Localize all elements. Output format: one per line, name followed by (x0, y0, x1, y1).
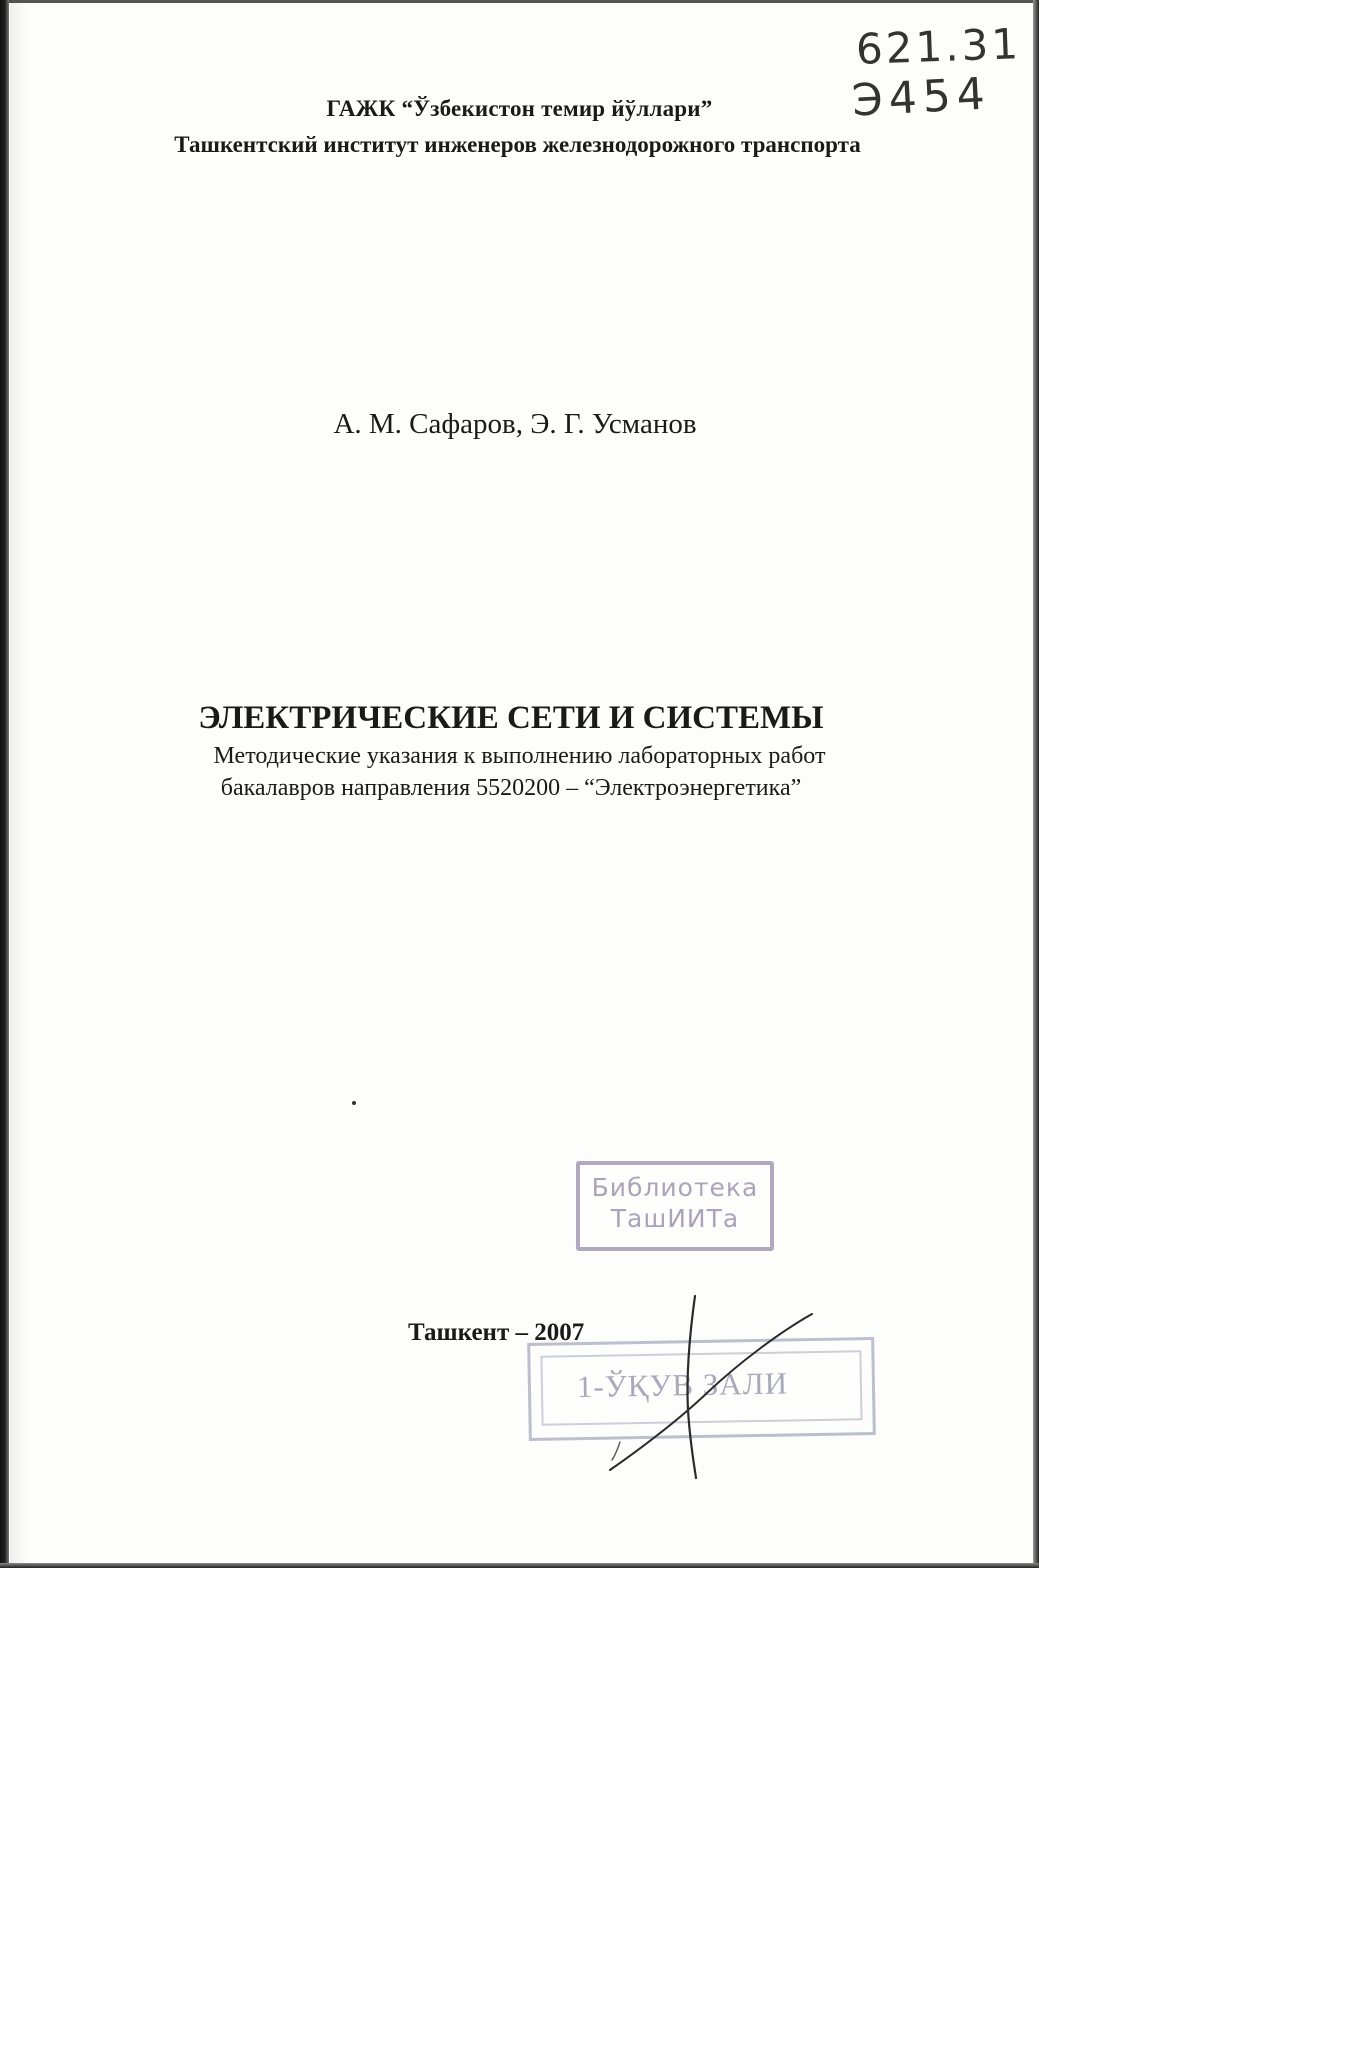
document-title: ЭЛЕКТРИЧЕСКИЕ СЕТИ И СИСТЕМЫ (198, 700, 824, 736)
subtitle-line-1: Методические указания к выполнению лабораторных работ (213, 743, 826, 769)
scan-edge-bottom (0, 1563, 1039, 1568)
organization-name: ГАЖК “Ўзбекистон темир йўллари” (326, 96, 713, 121)
call-number-class: 621.31 (855, 19, 1022, 74)
handwritten-signature (590, 1292, 830, 1482)
subtitle-line-2: бакалавров направления 5520200 – “Электроэнергетика” (220, 775, 802, 801)
institute-name: Ташкентский институт инженеров железнодорожного транспорта (174, 132, 861, 157)
call-number-author-mark: Э454 (850, 68, 992, 127)
authors: А. М. Сафаров, Э. Г. Усманов (333, 408, 697, 440)
scan-edge-right (1033, 0, 1039, 1568)
library-stamp (576, 1161, 774, 1251)
place-and-year: Ташкент – 2007 (408, 1319, 585, 1346)
library-stamp-line-2: ТашИИТа (610, 1204, 740, 1233)
scan-edge-top (0, 0, 1039, 3)
reading-hall-stamp-text: 1-ЎҚУВ ЗАЛИ (576, 1365, 789, 1405)
library-stamp-line-1: Библиотека (591, 1173, 759, 1202)
ink-speck (352, 1101, 356, 1105)
